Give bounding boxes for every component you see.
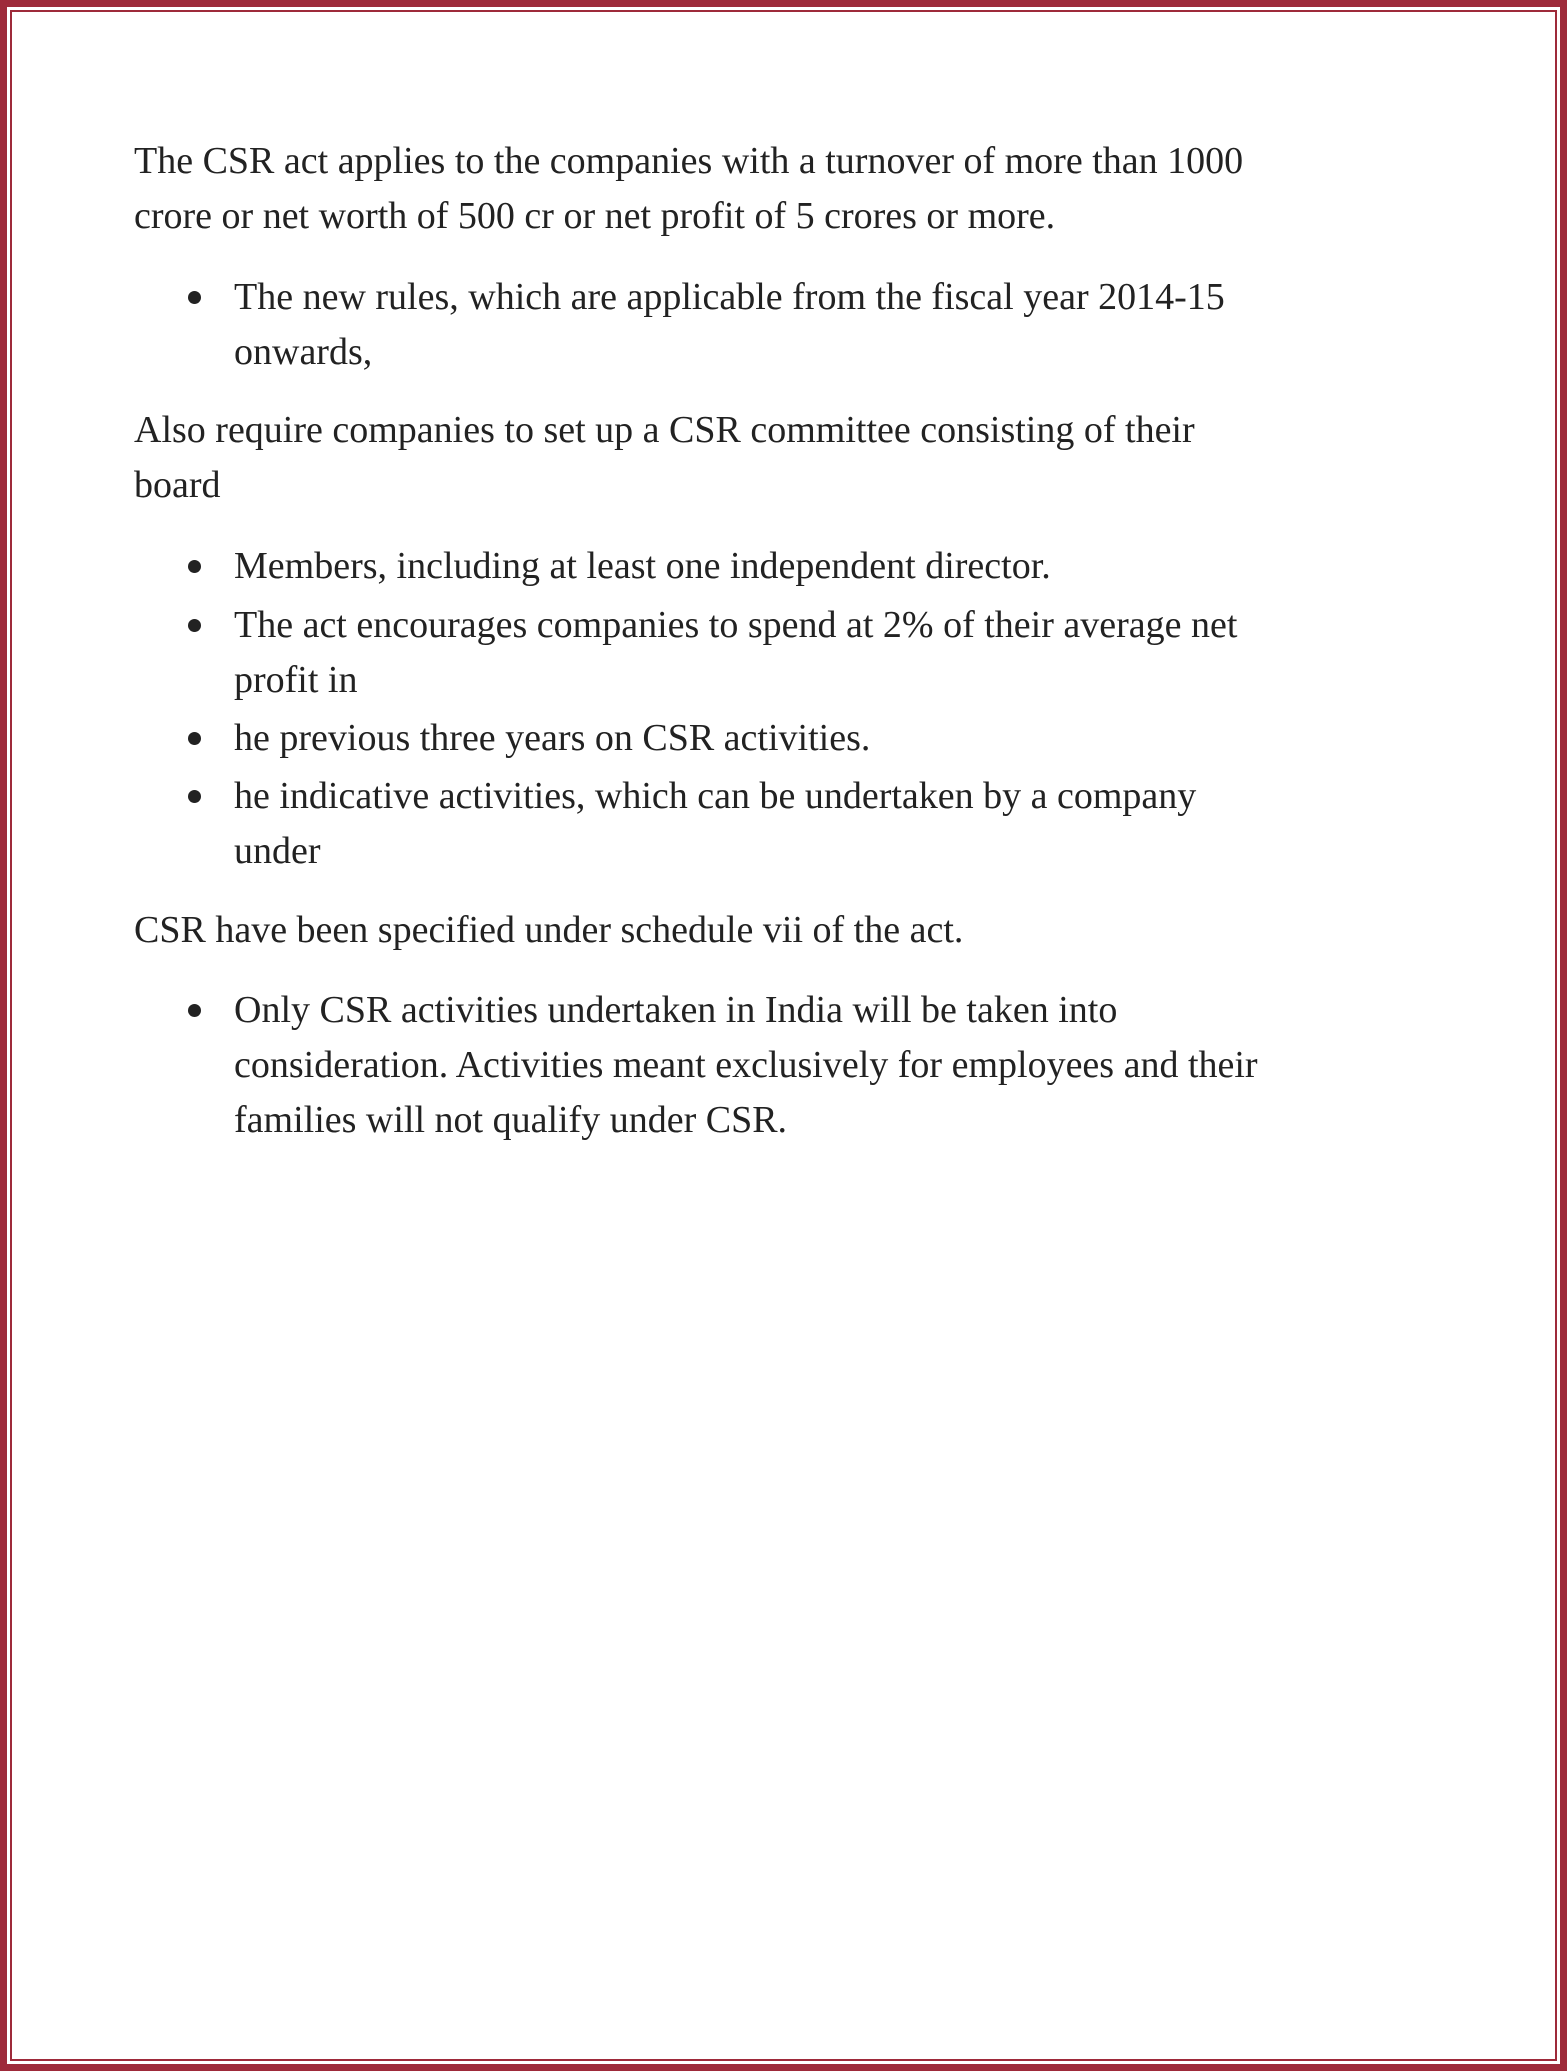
- text-line: CSR have been specified under schedule vii of the act.: [134, 909, 964, 951]
- text-line: under: [234, 830, 321, 872]
- bullet-item: [234, 270, 1225, 380]
- text-line: he previous three years on CSR activities.: [234, 717, 871, 759]
- bullet-icon: [188, 790, 201, 803]
- bullet-icon: [188, 619, 201, 632]
- text-line: crore or net worth of 500 cr or net profit of 5 crores or more.: [134, 195, 1056, 237]
- text-line: Only CSR activities undertaken in India will be taken into: [234, 989, 1118, 1031]
- text-line: Also require companies to set up a CSR committee consisting of their: [134, 409, 1195, 451]
- paragraph-applicability: [134, 134, 1243, 244]
- bullet-item: [234, 711, 870, 766]
- bullet-icon: [188, 732, 201, 745]
- bullet-icon: [188, 560, 201, 573]
- paragraph-committee: [134, 403, 1195, 513]
- bullet-item: [234, 598, 1237, 708]
- bullet-item: [234, 983, 1258, 1148]
- text-line: profit in: [234, 659, 358, 701]
- bullet-icon: [188, 1004, 201, 1017]
- text-line: The act encourages companies to spend at 2% of their average net: [234, 604, 1238, 646]
- text-line: board: [134, 464, 221, 506]
- text-line: he indicative activities, which can be undertaken by a company: [234, 775, 1197, 817]
- text-line: onwards,: [234, 331, 373, 373]
- text-line: families will not qualify under CSR.: [234, 1099, 788, 1141]
- text-line: Members, including at least one independent director.: [234, 545, 1051, 587]
- bullet-icon: [188, 291, 201, 304]
- bullet-item: [234, 769, 1196, 879]
- text-line: The CSR act applies to the companies with a turnover of more than 1000: [134, 140, 1244, 182]
- bullet-item: [234, 539, 1051, 594]
- paragraph-schedule: [134, 903, 963, 958]
- text-line: The new rules, which are applicable from the fiscal year 2014-15: [234, 276, 1225, 318]
- text-line: consideration. Activities meant exclusively for employees and their: [234, 1044, 1258, 1086]
